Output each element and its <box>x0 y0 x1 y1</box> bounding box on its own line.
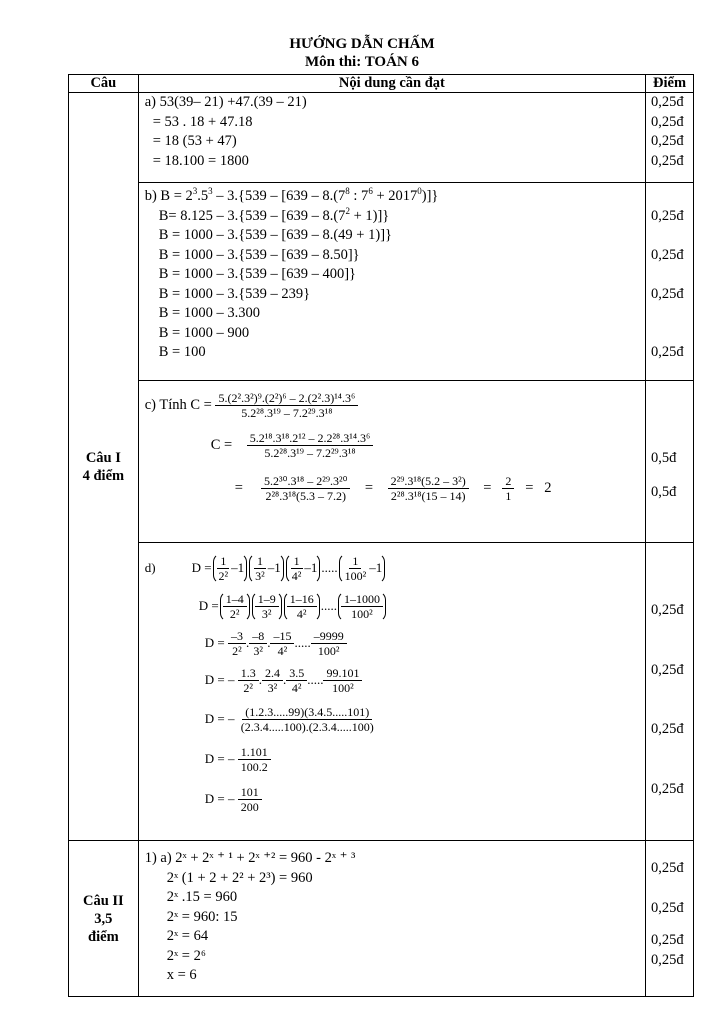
line: = 18.100 = 1800 <box>152 152 249 169</box>
question-score: 4 điểm <box>82 467 125 484</box>
line: $B= 8.125 - 3.\{539 - [639 - 8.(7^2 + 1)]\}$ <box>158 205 390 224</box>
line: = 18 (53 + 47) <box>152 133 237 149</box>
line: B = 1000 – 3.300 <box>158 305 260 321</box>
part-b <box>138 183 645 381</box>
table-row <box>69 381 694 543</box>
points-b: 0,25đ 0,25đ 0,25đ 0,25đ <box>646 183 694 381</box>
question-label: Câu I <box>85 449 121 466</box>
col-noidung: Nội dung cần đạt <box>138 75 645 93</box>
document-title: HƯỚNG DẪN CHẤM <box>289 36 435 52</box>
line: 2ˣ = 960: 15 <box>166 908 238 925</box>
table-row <box>69 183 694 381</box>
grading-table <box>68 74 694 997</box>
points-d: 0,25đ 0,25đ 0,25đ 0,25đ <box>646 543 694 841</box>
line: a) 53(39– 21) +47.(39 – 21) <box>144 94 307 110</box>
line: B = 1000 – 3.{539 – [639 – 8.50]} <box>158 246 360 263</box>
part-c: c) Tính C = $\frac{\text{5.(2².3²)⁹.(2²)⁶ – 2.(2².3)¹⁴.3⁶}}{\text{5.2²⁸.3¹⁹ – 7.2²⁹.3¹⁸}}$ C = $\frac{\text{5.2¹⁸.3¹⁸.2¹² – 2.2²⁸.3¹⁴.3⁶}}{\text{5.2²⁸.3¹⁹ – 7.2²⁹.3¹⁸}}$ = $\frac{\text{5.2³⁰.3¹⁸ – 2²⁹.3²⁰}}{\text{2²⁸.3¹⁸(5.3 – 7.2)}}$ = $\frac{\text{2²⁹.3¹⁸(5.2 – 3²)}}{\text{2²⁸.3¹⁸(15 – 14)}}$ = $\frac{2}{1}$ = 2 <box>138 381 645 543</box>
table-row <box>69 543 694 841</box>
line: 1) a) 2ˣ + 2ˣ ⁺ ¹ + 2ˣ ⁺² = 960 - 2ˣ ⁺ ³ <box>144 850 356 866</box>
line: 2ˣ = 64 <box>166 928 209 944</box>
line: B = 1000 – 3.{539 – 239} <box>158 285 311 302</box>
line: B = 1000 – 900 <box>158 324 250 341</box>
line: 2ˣ = 2⁶ <box>166 947 206 964</box>
question-1-cell <box>69 93 139 841</box>
line: B = 1000 – 3.{539 – [639 – 400]} <box>158 266 357 282</box>
points-c: 0,5đ 0,5đ <box>646 381 694 543</box>
question-score: 3,5 <box>94 910 113 927</box>
table-header <box>69 75 694 93</box>
part-2-1 <box>138 841 645 997</box>
points-2: 0,25đ 0,25đ 0,25đ 0,25đ <box>646 841 694 997</box>
question-score-unit: điểm <box>88 928 119 945</box>
question-label: Câu II <box>83 892 124 909</box>
part-a <box>138 93 645 183</box>
col-diem: Điểm <box>646 75 694 93</box>
line: B = 1000 – 3.{539 – [639 – 8.(49 + 1)]} <box>158 227 392 243</box>
document-subtitle: Môn thi: TOÁN 6 <box>304 54 420 70</box>
line: B = 100 <box>158 344 206 360</box>
line: 2ˣ .15 = 960 <box>166 889 238 905</box>
part-d: d) D = $\frac{1}{\text{2²}}$ –1 $\frac{1}{\text{3²}}$ –1 $\frac{1}{\text{4²}}$ –1 ..... $\frac{1}{\text{100²}}$ –1 D = $\frac{1-4}{\text{2²}}$ $\frac{1-9}{\text{3²}}$ $\frac{1-16}{\text{4²}}$ ..... $\frac{1-1000}{\text{100²}}$ D = $\frac{-3}{\text{2²}}$ . $\frac{-8}{\text{3²}}$ . $\frac{-15}{\text{4²}}$ ..... $\frac{-9999}{\text{100²}}$ D = – $\frac{1.3}{\text{2²}}$ . $\frac{2.4}{\text{3²}}$ . $\frac{3.5}{\text{4²}}$ ..... $\frac{99.101}{\text{100²}}$ D = – $\frac{(1.2.3.....99)(3.4.5.....101)}{(2.3.4.....100).(2.3.4.....100)}$ D = – $\frac{1.101}{100.2}$ D = – $\frac{101}{200}$ <box>138 543 645 841</box>
line: b) $B = 2^3.5^3 - 3.\{539 - [639 - 8.(7^8$ : $7^6 + 2017^0$)]} <box>144 186 439 204</box>
col-cau: Câu <box>69 75 139 93</box>
line: = 53 . 18 + 47.18 <box>152 113 253 130</box>
points-a: 0,25đ 0,25đ 0,25đ 0,25đ <box>646 93 694 183</box>
table-row <box>69 841 694 997</box>
question-2-cell <box>69 841 139 997</box>
table-row <box>69 93 694 183</box>
line: x = 6 <box>166 967 197 983</box>
line: 2ˣ (1 + 2 + 2² + 2³) = 960 <box>166 869 313 886</box>
